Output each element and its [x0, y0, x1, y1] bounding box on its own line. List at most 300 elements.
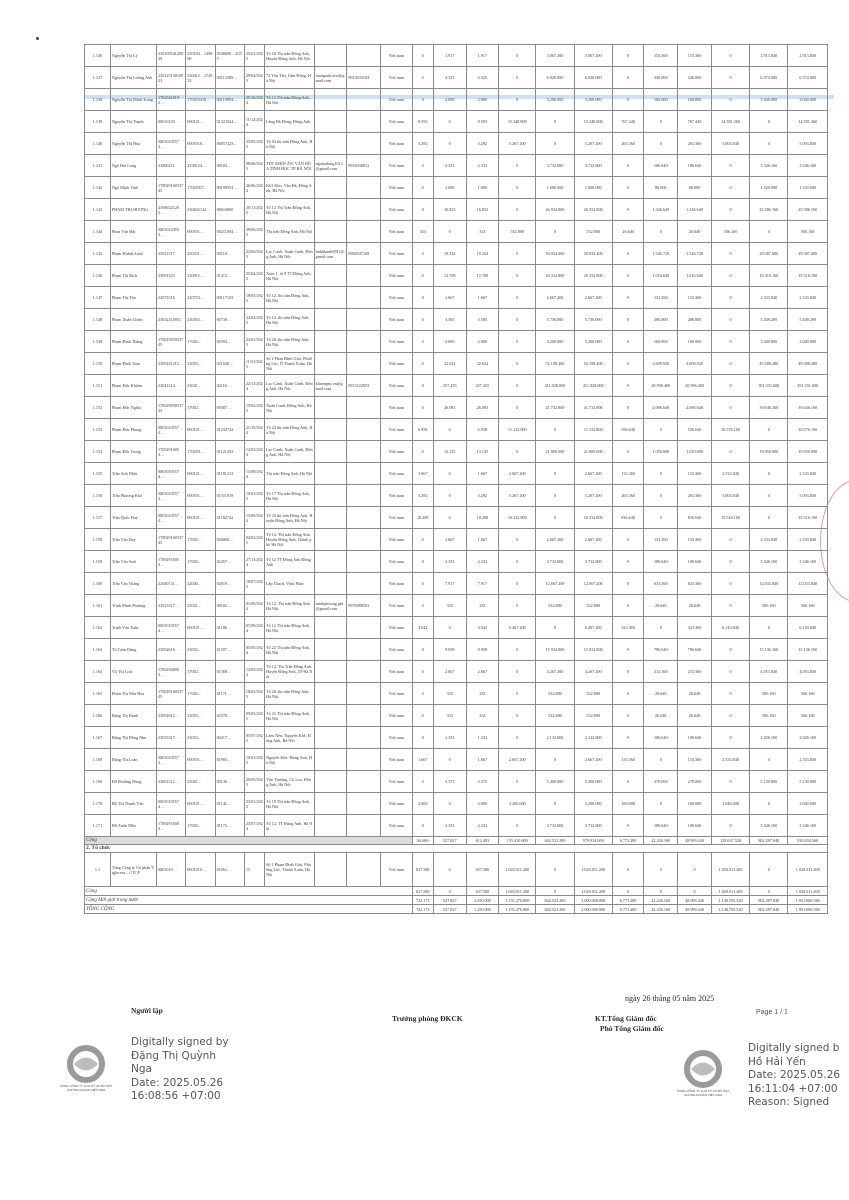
table-cell: Việt nam [381, 67, 413, 89]
table-cell: ngohailong1012@gmail.com [314, 155, 347, 177]
table-cell: 02116… [215, 375, 244, 397]
table-cell [314, 199, 347, 221]
table-cell: 0 [612, 639, 644, 661]
table-cell: 0 [644, 887, 678, 896]
logo-caption-left: TỔNG CÔNG TY LƯU KÝ VÀ BÙ TRỪ CHỨNG KHOÁN VIỆT NAM [59, 1084, 113, 1092]
table-cell [314, 617, 347, 639]
table-cell: 6.574.000 [750, 67, 788, 89]
table-cell: 3.732.800 [574, 155, 612, 177]
table-cell: 2.533.840 [711, 749, 749, 771]
table-cell: luonganh.ntw@gmail.com [314, 67, 347, 89]
table-cell: Vân Thượng, Cổ Loa, Đông Anh, Hà Nội [265, 771, 315, 793]
holder-name: Phạm Thị Tần [110, 287, 156, 309]
table-cell [347, 853, 381, 887]
table-cell: 000101… [186, 221, 215, 243]
table-cell: Việt nam [381, 853, 413, 887]
table-cell: 20.332.800 [574, 265, 612, 287]
table-cell: 0 [499, 265, 536, 287]
sig-right-line3: Date: 2025.05.26 [748, 1069, 841, 1081]
table-cell: 3.040.000 [788, 793, 828, 815]
holder-name: Trần Anh Nhất [110, 463, 156, 485]
table-cell [314, 221, 347, 243]
table-cell: 0 [711, 771, 749, 793]
holder-name: Trần Văn Thắng [110, 573, 156, 595]
table-cell: 0 [499, 353, 536, 375]
table-cell: 3.292 [466, 485, 499, 507]
table-cell: 01413… [215, 265, 244, 287]
table-cell: 23/01/2025 [244, 331, 264, 353]
table-cell: Tổ 12 Thị trấn Đông Anh, Hà Nội [265, 89, 315, 111]
table-cell: 0 [612, 727, 644, 749]
row-index: 1.160 [85, 573, 111, 595]
table-row [85, 815, 828, 837]
table-cell: 2.333 [466, 551, 499, 573]
table-cell: 2.333 [433, 815, 466, 837]
table-cell: 2.667 [433, 661, 466, 683]
holder-name: Phạm Đức Khiêm [110, 375, 156, 397]
table-cell: Tổ 12 TT Đông Anh Đông Anh [265, 551, 315, 573]
table-cell: 2.333 [466, 815, 499, 837]
holder-name: Trần Quốc Huy [110, 507, 156, 529]
table-cell [347, 353, 381, 375]
table-cell: 52.198.400 [536, 353, 574, 375]
table-cell: 5.003.840 [711, 133, 749, 155]
table-cell [314, 331, 347, 353]
table-cell: 0 [412, 177, 433, 199]
table-cell: Việt nam [381, 485, 413, 507]
table-cell: 0 [612, 397, 644, 419]
table-cell: 0 [433, 617, 466, 639]
table-cell: 10.208 [412, 507, 433, 529]
table-cell: 0 [412, 287, 433, 309]
table-cell: 3.040.000 [750, 331, 788, 353]
table-cell: 2.609.920 [644, 353, 678, 375]
table-row [85, 661, 828, 683]
table-cell: Việt nam [381, 793, 413, 815]
table-cell: 15.516.160 [788, 507, 828, 529]
table-row [85, 89, 828, 111]
table-cell: 0 [711, 309, 749, 331]
table-cell: 23/07/2024 [244, 815, 264, 837]
table-cell: 23052612… [157, 705, 186, 727]
table-cell: 0 [499, 67, 536, 89]
table-cell: 5.449.200 [750, 309, 788, 331]
table-row [85, 463, 828, 485]
table-cell: 0916030812 [347, 155, 381, 177]
table-cell: Việt nam [381, 749, 413, 771]
table-cell: 39.646.160 [750, 397, 788, 419]
table-cell: 0 [412, 397, 433, 419]
table-cell: 323.360 [612, 617, 644, 639]
table-cell: 6.143.840 [788, 617, 828, 639]
table-cell: 15.516.160 [711, 507, 749, 529]
table-cell [314, 111, 347, 133]
table-cell: Tổ 19 Thị trấn Đông Anh, Hà Nội [265, 793, 315, 815]
table-cell: 32.624 [466, 353, 499, 375]
holder-name: Tổng Công ty Cổ phần Viglacera – CTCP [110, 853, 156, 887]
table-cell: 0 [612, 199, 644, 221]
table-cell: 0 [711, 177, 749, 199]
table-cell: 42.226.160 [644, 896, 678, 905]
holder-name: Ngô Hải Long [110, 155, 156, 177]
row-index: 1.142 [85, 177, 111, 199]
table-cell: 17002916053745 [157, 529, 186, 551]
table-cell: Thị trấn Đông Anh, Hà Nội [265, 463, 315, 485]
table-cell: 29/04/2025 [244, 67, 264, 89]
table-cell: 01983… [215, 749, 244, 771]
table-cell: 17002916053… [157, 551, 186, 573]
table-cell: 9.958 [433, 639, 466, 661]
table-cell: 0 [750, 221, 788, 243]
sig-left-line2: Đặng Thị Quỳnh [131, 1049, 216, 1062]
table-cell: 5.736.000 [536, 309, 574, 331]
table-cell [314, 485, 347, 507]
table-cell: 0 [612, 375, 644, 397]
table-row [85, 485, 828, 507]
table-cell: 160.000 [678, 331, 712, 353]
table-cell: 23041… [186, 375, 215, 397]
table-cell: 0 [412, 595, 433, 617]
table-cell: 802.297.040 [750, 837, 788, 845]
sig-left-line1: Digitally signed by [131, 1036, 229, 1048]
table-cell: 230412…174933 [186, 67, 215, 89]
table-cell: 000101… [186, 793, 215, 815]
table-cell: 01186… [215, 617, 244, 639]
holder-name: Trịnh Văn Tuấn [110, 617, 156, 639]
table-cell: Việt nam [381, 507, 413, 529]
table-cell: 11/01/2025 [244, 353, 264, 375]
page-number: Page 1 / 1 [756, 1009, 788, 1016]
table-cell: 2.333 [466, 155, 499, 177]
table-cell: 160.000 [644, 89, 678, 111]
table-cell [347, 749, 381, 771]
table-row [85, 705, 828, 727]
table-cell: 0 [499, 771, 536, 793]
sig-right-line1: Digitally signed b [748, 1042, 840, 1054]
table-cell: 1.667 [433, 287, 466, 309]
table-cell: 19.316.160 [750, 265, 788, 287]
table-cell: 26.083 [466, 397, 499, 419]
table-cell: 1.020.011.200 [499, 887, 536, 896]
table-cell: 02457… [215, 551, 244, 573]
table-cell: 25021517 [157, 243, 186, 265]
table-cell: 796.640 [644, 639, 678, 661]
table-cell: 0 [412, 441, 433, 463]
table-cell: 0 [536, 887, 574, 896]
table-cell: 1.667 [433, 529, 466, 551]
table-cell [347, 793, 381, 815]
table-cell: 0 [711, 727, 749, 749]
table-cell: 08616800 [215, 199, 244, 221]
table-cell: 0 [536, 793, 574, 815]
sig-right-line2: Hồ Hải Yến [748, 1055, 806, 1068]
table-cell: 7.917 [466, 573, 499, 595]
date-line: ngày 26 tháng 05 năm 2025 [625, 994, 715, 1003]
table-cell: 00010105574… [157, 507, 186, 529]
table-cell: 01311819 [215, 485, 244, 507]
table-cell: 2.667.200 [536, 287, 574, 309]
table-cell: 17002… [186, 683, 215, 705]
table-cell: 0 [499, 331, 536, 353]
table-body [85, 45, 828, 914]
table-cell: 532.800 [536, 595, 574, 617]
table-cell: 3.546.160 [750, 551, 788, 573]
table-cell: 20.596.400 [678, 375, 712, 397]
holder-name: PHẠM THỊ HƯƠNG [110, 199, 156, 221]
table-cell: 391.331.600 [788, 375, 828, 397]
table-cell: 0 [711, 595, 749, 617]
table-cell: 15/02/2025 [244, 397, 264, 419]
table-cell: 23052… [186, 639, 215, 661]
grand_total-label: TỔNG CỘNG [85, 905, 413, 914]
table-cell: 2.000.000.000 [574, 905, 612, 914]
table-cell: 0 [612, 853, 644, 887]
table-cell: 532.800 [574, 595, 612, 617]
table-cell: 04/03/2025 [244, 529, 264, 551]
subtotal_1-label: Cộng [85, 837, 413, 845]
table-cell: 160.000 [612, 793, 644, 815]
table-cell: Việt nam [381, 419, 413, 441]
table-cell: Tổ 12, Thị trấn Đông Anh, Huyện Đông Anh, Thành phố Hà Nội [265, 529, 315, 551]
table-cell: 2.000.000.000 [574, 896, 612, 905]
table-cell: 48.999.440 [678, 896, 712, 905]
table-cell: 19.950.000 [750, 441, 788, 463]
table-cell: 633.360 [644, 573, 678, 595]
table-cell: 1.667 [466, 463, 499, 485]
table-row [85, 639, 828, 661]
table-cell: 0 [412, 661, 433, 683]
table-cell: Tổ 20, thị trấn Đông Anh, Hà Nội [265, 683, 315, 705]
table-cell: 0 [499, 441, 536, 463]
table-cell: 52.198.400 [574, 353, 612, 375]
table-cell: 01061… [215, 853, 244, 887]
table-cell [347, 397, 381, 419]
table-cell: 6.574.000 [788, 67, 828, 89]
table-cell: 16.332.800 [574, 507, 612, 529]
table-cell: 21.000.000 [574, 441, 612, 463]
table-cell: 16.332.800 [499, 507, 536, 529]
table-cell: 0 [412, 45, 433, 67]
holder-name: Nguyễn Thị Lý [110, 45, 156, 67]
table-cell: 3.732.800 [536, 551, 574, 573]
table-cell: 333 [466, 705, 499, 727]
table-cell: 0 [433, 887, 466, 896]
table-cell: 22072316 [157, 287, 186, 309]
table-cell: 41.732.800 [536, 397, 574, 419]
holder-name: Phạm Đình Toản [110, 353, 156, 375]
table-cell: 637.580 [466, 887, 499, 896]
table-cell: 26/05/2025 [244, 771, 264, 793]
table-cell: 1.000 [433, 177, 466, 199]
table-cell: 2.000 [433, 89, 466, 111]
holder-name: Phan Văn Hải [110, 221, 156, 243]
table-row [85, 749, 828, 771]
table-cell: 0 [499, 595, 536, 617]
table-cell [314, 287, 347, 309]
table-cell [314, 507, 347, 529]
table-cell: Việt nam [381, 89, 413, 111]
table-cell: 17002… [186, 661, 215, 683]
table-cell: 0 [499, 661, 536, 683]
table-cell: 637.580 [412, 887, 433, 896]
table-cell: Thị trấn Đông Anh, Hà Nội [265, 221, 315, 243]
table-row [85, 265, 828, 287]
table-cell: 5.003.840 [711, 485, 749, 507]
table-cell: 0 [536, 221, 574, 243]
table-cell: 0 [711, 155, 749, 177]
subtotal_1-row [85, 837, 828, 845]
table-cell: 23052… [186, 353, 215, 375]
table-cell: 0 [711, 243, 749, 265]
table-cell: 0 [433, 485, 466, 507]
table-cell: 0 [750, 617, 788, 639]
table-cell: Việt nam [381, 353, 413, 375]
table-row [85, 683, 828, 705]
table-cell: 1.951.000.560 [788, 896, 828, 905]
table-cell: 0 [678, 853, 712, 887]
table-cell: 0 [499, 529, 536, 551]
holder-name: Trịnh Minh Phương [110, 595, 156, 617]
table-cell: 0 [644, 749, 678, 771]
table-cell [314, 551, 347, 573]
table-cell: 0 [536, 507, 574, 529]
holder-name: Vũ Thị Lịch [110, 661, 156, 683]
table-cell: 19.950.000 [788, 441, 828, 463]
table-cell: 00010105574… [157, 749, 186, 771]
table-cell: Việt nam [381, 529, 413, 551]
table-cell: Việt nam [381, 551, 413, 573]
table-cell: 5.267.200 [499, 485, 536, 507]
table-cell: 0 [412, 89, 433, 111]
table-cell: 527.827 [433, 837, 466, 845]
table-cell: Tổ 21 Thị trấn Đông Anh, Hà Nội [265, 705, 315, 727]
holder-name: Đặng Thị Loan [110, 749, 156, 771]
table-cell: Tổ 16 Thị trấn Đông Anh, Huyện Đông Anh, Hà Nội [265, 45, 315, 67]
table-cell: 17002… [186, 815, 215, 837]
table-cell: 0 [412, 771, 433, 793]
table-cell: 0 [536, 853, 574, 887]
table-cell: 0 [612, 661, 644, 683]
table-cell: 3.040.000 [788, 89, 828, 111]
row-index: 1.146 [85, 265, 111, 287]
table-cell [314, 639, 347, 661]
table-cell: Tổ 12, TT Đông Anh, Hà Nội [265, 815, 315, 837]
holder-table [84, 44, 828, 914]
table-row [85, 111, 828, 133]
subtotal_2-row [85, 887, 828, 896]
table-cell: 1.250.000 [466, 896, 499, 905]
table-cell: 816.640 [612, 507, 644, 529]
table-cell: 01182742 [215, 507, 244, 529]
table-cell: 6.773.280 [612, 905, 644, 914]
table-cell: 0540600…4535 [215, 45, 244, 67]
table-cell: 11.132.800 [499, 419, 536, 441]
table-cell: 10.208 [466, 507, 499, 529]
table-cell: 0 [412, 639, 433, 661]
row-index: 1.166 [85, 705, 111, 727]
table-cell: 11/12/2024 [244, 111, 264, 133]
table-cell: 0 [536, 419, 574, 441]
table-cell: 0001010… [186, 133, 215, 155]
table-cell: 01181213 [215, 463, 244, 485]
table-cell: 0 [711, 353, 749, 375]
table-cell: 1.016.640 [678, 265, 712, 287]
table-cell: 0 [644, 111, 678, 133]
table-cell: Việt nam [381, 309, 413, 331]
table-cell: 23021617… [157, 595, 186, 617]
table-cell [314, 177, 347, 199]
table-cell: 00110… [215, 243, 244, 265]
table-cell: 14.581.360 [711, 111, 749, 133]
table-cell: 153.360 [644, 45, 678, 67]
table-cell [314, 727, 347, 749]
table-cell: 1.667 [412, 749, 433, 771]
table-row [85, 155, 828, 177]
table-cell: 1.020.011.200 [788, 853, 828, 887]
table-cell: 12.033.840 [750, 573, 788, 595]
table-cell: 3.732.800 [574, 815, 612, 837]
table-cell: 106.640 [678, 727, 712, 749]
table-cell: 2.086.640 [678, 397, 712, 419]
table-cell: 12.708 [433, 265, 466, 287]
table-cell: 00010105574… [157, 793, 186, 815]
table-cell: 0 [612, 573, 644, 595]
table-cell [314, 265, 347, 287]
table-cell: 0 [750, 853, 788, 887]
table-cell: 01171… [215, 683, 244, 705]
table-cell: 13/09/2024 [244, 507, 264, 529]
table-cell: 5.267.200 [499, 133, 536, 155]
table-cell: 0 [644, 419, 678, 441]
table-cell: 0 [433, 111, 466, 133]
table-cell: 3.375 [433, 771, 466, 793]
row-index: 1.163 [85, 639, 111, 661]
table-cell: 633.360 [678, 573, 712, 595]
table-cell: 02619… [215, 573, 244, 595]
holder-name: Ngô Minh Vinh [110, 177, 156, 199]
table-cell: 0 [412, 353, 433, 375]
table-cell: 0 [499, 287, 536, 309]
table-cell: 2.667.200 [574, 287, 612, 309]
table-cell: 26.932.800 [536, 199, 574, 221]
table-cell: 0 [412, 67, 433, 89]
table-cell: 1.346.640 [644, 199, 678, 221]
table-cell: 2.026.160 [788, 727, 828, 749]
table-cell: 1.546.720 [678, 243, 712, 265]
table-cell: 796.640 [678, 639, 712, 661]
table-cell: 6.958 [412, 419, 433, 441]
table-cell: 1.155.476.800 [499, 905, 536, 914]
table-cell: 0 [412, 529, 433, 551]
table-cell: 9.593 [412, 111, 433, 133]
table-cell: Xóm 1, tổ 9 TT Đông Anh, Hà Nội [265, 265, 315, 287]
table-cell: 23032310051 [157, 309, 186, 331]
table-cell: 26.640 [644, 705, 678, 727]
table-cell: Việt nam [381, 397, 413, 419]
table-cell: 2.000 [466, 331, 499, 353]
table-cell: 0 [612, 177, 644, 199]
table-cell: 333 [433, 595, 466, 617]
table-cell: 4.042 [466, 617, 499, 639]
table-cell: 4.053.840 [788, 661, 828, 683]
row-index: 1.148 [85, 309, 111, 331]
table-cell: Tổ 12 Thị Trấn Đông Anh, Hà Nội [265, 199, 315, 221]
table-cell: 14.581.360 [788, 111, 828, 133]
table-cell: 0 [499, 639, 536, 661]
table-cell: 00010105574… [157, 463, 186, 485]
table-cell: 5.267.200 [574, 133, 612, 155]
table-cell: 0 [499, 397, 536, 419]
